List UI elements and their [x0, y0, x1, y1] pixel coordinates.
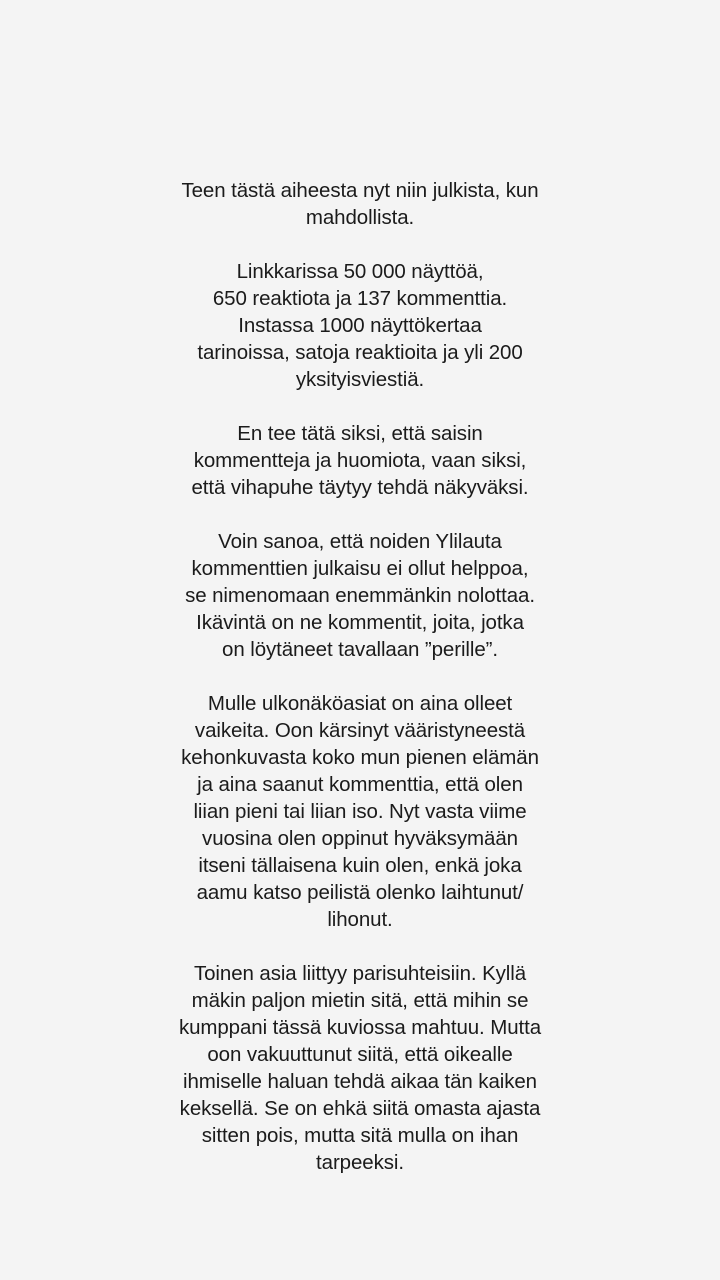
- paragraph-1: [135, 177, 585, 231]
- text-line: ja aina saanut kommenttia, että olen: [197, 773, 523, 796]
- text-line: mahdollista.: [305, 206, 415, 229]
- text-line: Teen tästä aiheesta nyt niin julkista, kun: [181, 179, 539, 202]
- paragraph-2: [135, 258, 585, 393]
- paragraph-5: [135, 690, 585, 933]
- text-line: Mulle ulkonäköasiat on aina olleet: [207, 692, 513, 715]
- paragraph-3: [135, 420, 585, 501]
- text-line: tarinoissa, satoja reaktioita ja yli 200: [197, 341, 523, 364]
- text-line: on löytäneet tavallaan ”perille”.: [222, 638, 498, 661]
- text-line: Linkkarissa 50 000 näyttöä,: [236, 260, 484, 283]
- text-line: ihmiselle haluan tehdä aikaa tän kaiken: [183, 1070, 537, 1093]
- text-line: mäkin paljon mietin sitä, että mihin se: [191, 989, 529, 1012]
- text-line: sitten pois, mutta sitä mulla on ihan: [201, 1124, 519, 1147]
- text-line: kommentteja ja huomiota, vaan siksi,: [193, 449, 527, 472]
- text-line: se nimenomaan enemmänkin nolottaa.: [185, 584, 535, 607]
- text-line: kehonkuvasta koko mun pienen elämän: [181, 746, 539, 769]
- text-line: liian pieni tai liian iso. Nyt vasta viime: [193, 800, 527, 823]
- text-line: Instassa 1000 näyttökertaa: [238, 314, 482, 337]
- paragraph-4: [135, 528, 585, 663]
- text-line: vaikeita. Oon kärsinyt vääristyneestä: [194, 719, 526, 742]
- text-line: Ikävintä on ne kommentit, joita, jotka: [196, 611, 524, 634]
- text-line: keksellä. Se on ehkä siitä omasta ajasta: [179, 1097, 541, 1120]
- paragraph-6: [135, 960, 585, 1176]
- text-line: itseni tällaisena kuin olen, enkä joka: [198, 854, 522, 877]
- text-line: oon vakuuttunut siitä, että oikealle: [207, 1043, 513, 1066]
- story-text: [135, 177, 585, 1176]
- text-line: kommenttien julkaisu ei ollut helppoa,: [191, 557, 529, 580]
- text-line: kumppani tässä kuviossa mahtuu. Mutta: [178, 1016, 542, 1039]
- text-line: 650 reaktiota ja 137 kommenttia.: [212, 287, 508, 310]
- text-line: aamu katso peilistä olenko laihtunut/: [196, 881, 524, 904]
- text-line: Toinen asia liittyy parisuhteisiin. Kyllä: [193, 962, 527, 985]
- text-line: vuosina olen oppinut hyväksymään: [202, 827, 518, 850]
- text-line: että vihapuhe täytyy tehdä näkyväksi.: [191, 476, 529, 499]
- text-line: Voin sanoa, että noiden Ylilauta: [218, 530, 502, 553]
- text-line: En tee tätä siksi, että saisin: [237, 422, 483, 445]
- text-line: yksityisviestiä.: [295, 368, 425, 391]
- text-line: tarpeeksi.: [316, 1151, 404, 1174]
- text-line: lihonut.: [327, 908, 393, 931]
